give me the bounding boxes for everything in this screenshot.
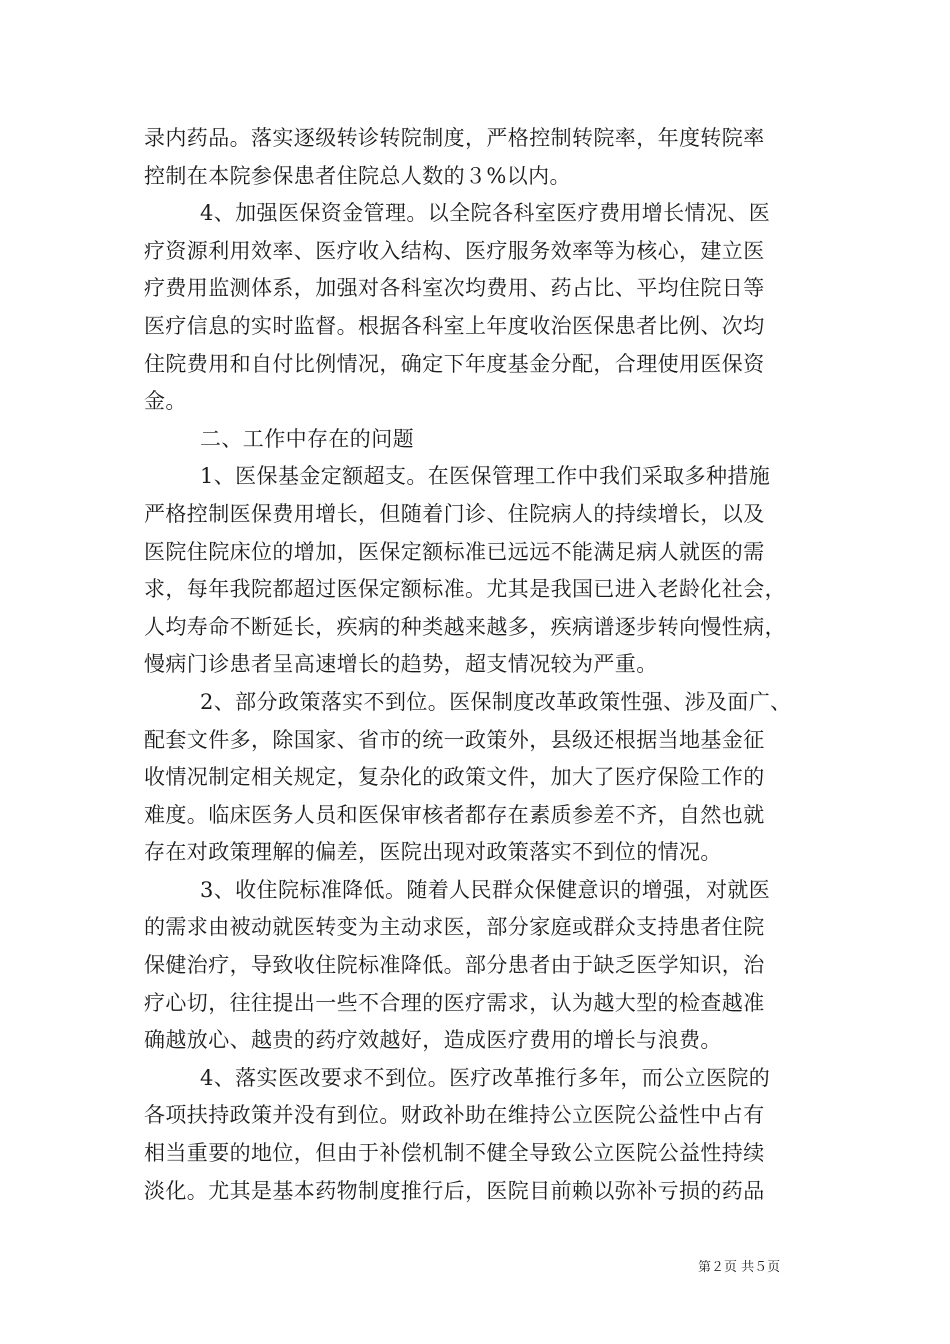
text-line: 相当重要的地位，但由于补偿机制不健全导致公立医院公益性持续 (144, 1141, 765, 1166)
section-item-heading: 4、加强医保资金管理。以全院各科室医疗费用增长情况、医 (200, 201, 771, 226)
body-text (144, 120, 809, 1210)
text-line: 严格控制医保费用增长，但随着门诊、住院病人的持续增长，以及 (144, 501, 765, 526)
section-item-heading: 1、医保基金定额超支。在医保管理工作中我们采取多种措施 (200, 464, 771, 489)
text-line: 人均寿命不断延长，疾病的种类越来越多，疾病谱逐步转向慢性病， (144, 614, 786, 639)
text-line: 控制在本院参保患者住院总人数的３%以内。 (144, 163, 571, 188)
text-line: 确越放心、越贵的药疗效越好，造成医疗费用的增长与浪费。 (144, 1028, 722, 1053)
text-line: 收情况制定相关规定，复杂化的政策文件，加大了医疗保险工作的 (144, 765, 765, 790)
section-item-heading: 4、落实医改要求不到位。医疗改革推行多年，而公立医院的 (200, 1065, 771, 1090)
text-line: 配套文件多，除国家、省市的统一政策外，县级还根据当地基金征 (144, 727, 765, 752)
section-heading: 二、工作中存在的问题 (200, 426, 414, 451)
text-line: 疗心切，往往提出一些不合理的医疗需求，认为越大型的检查越准 (144, 990, 765, 1015)
text-line: 淡化。尤其是基本药物制度推行后，医院目前赖以弥补亏损的药品 (144, 1178, 765, 1203)
page-number: 第２页 共５页 (698, 1260, 781, 1275)
text-line: 疗资源利用效率、医疗收入结构、医疗服务效率等为核心，建立医 (144, 238, 765, 263)
text-line: 医院住院床位的增加，医保定额标准已远远不能满足病人就医的需 (144, 539, 765, 564)
section-item-heading: 2、部分政策落实不到位。医保制度改革政策性强、涉及面广、 (200, 689, 792, 714)
text-line: 求，每年我院都超过医保定额标准。尤其是我国已进入老龄化社会， (144, 577, 786, 602)
text-line: 的需求由被动就医转变为主动求医，部分家庭或群众支持患者住院 (144, 915, 765, 940)
text-line: 医疗信息的实时监督。根据各科室上年度收治医保患者比例、次均 (144, 313, 765, 338)
text-line: 疗费用监测体系，加强对各科室次均费用、药占比、平均住院日等 (144, 276, 765, 301)
text-line: 难度。临床医务人员和医保审核者都存在素质参差不齐，自然也就 (144, 802, 765, 827)
text-line: 各项扶持政策并没有到位。财政补助在维持公立医院公益性中占有 (144, 1103, 765, 1128)
text-line: 住院费用和自付比例情况，确定下年度基金分配，合理使用医保资 (144, 351, 765, 376)
text-line: 录内药品。落实逐级转诊转院制度，严格控制转院率，年度转院率 (144, 126, 765, 150)
text-line: 保健治疗，导致收住院标准降低。部分患者由于缺乏医学知识，治 (144, 953, 765, 978)
text-line: 金。 (144, 389, 187, 414)
text-line: 存在对政策理解的偏差，医院出现对政策落实不到位的情况。 (144, 840, 722, 865)
text-line: 慢病门诊患者呈高速增长的趋势，超支情况较为严重。 (144, 652, 658, 677)
section-item-heading: 3、收住院标准降低。随着人民群众保健意识的增强，对就医 (200, 877, 771, 902)
